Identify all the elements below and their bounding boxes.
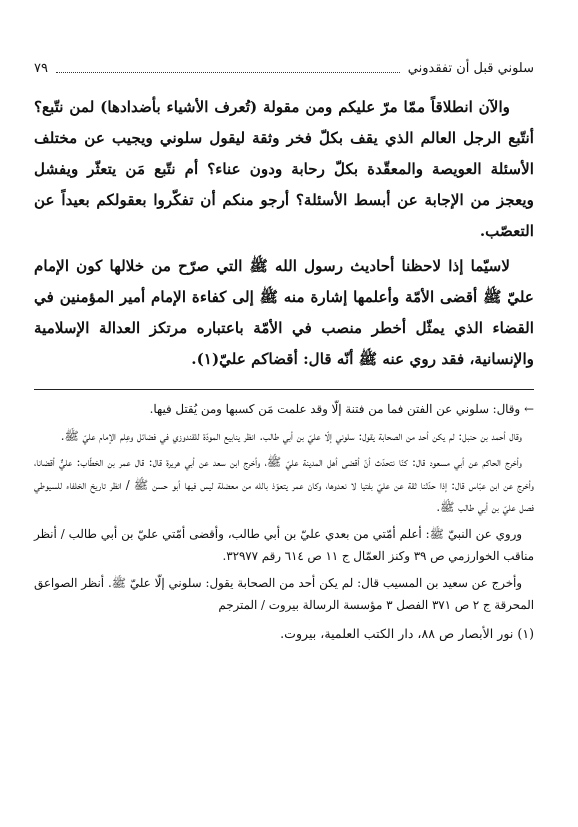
- note-item: وأخرج الحاكم عن أبي مسعود قال: كنّا نتحدّث أنّ أقضى أهل المدينة عليّ ﷺ، وأخرج ابن سعد عن أبي هريرة قال: قال عمر بن الخطّاب: عليٌّ أقضانا، وأخرج عن ابن عبّاس قال: إذا حدّثنا ثقة عن عليّ بفتيا لا نعدوها، وكان عمر يتعوّذ بالله من معضلة ليس فيها أبو حسن ﷺ / انظر تاريخ الخلفاء للسيوطي فصل عليّ بن أبي طالب ﷺ.: [34, 455, 534, 514]
- note-item: وأخرج عن سعيد بن المسيب قال: لم يكن أحد من الصحابة يقول: سلوني إلّا عليّ ﷺ. أنظر الصواعق المحرقة ج ٢ ص ٣٧١ الفصل ٣ مؤسسة الرسالة بيروت / المترجم: [34, 575, 534, 612]
- note-item: وروي عن النبيّ ﷺ: أعلم أمّتي من بعدي عليّ بن أبي طالب، وأقضى أمّتي عليّ بن أبي طالب / أنظر مناقب الخوارزمي ص ٣٩ وكنز العمّال ج ١١ ص ٦١٤ رقم ٣٢٩٧٧.: [34, 526, 534, 563]
- main-text: [34, 92, 534, 375]
- footnote-text: نور الأبصار ص ٨٨، دار الكتب العلمية، بيروت.: [280, 625, 514, 641]
- body-paragraph: والآن انطلاقاً ممّا مرّ عليكم ومن مقولة (تُعرف الأشياء بأضدادها) لمن نتّبع؟ أنتّبع الرجل العالم الذي يقف بكلّ فخر وثقة ليقول سلوني ويجيب عن مختلف الأسئلة العويصة والمعقّدة بكلّ رحابة ودون عناء؟ أم نتّبع مَن يتعثّر ويفشل ويعجز من الإجابة عن أبسط الأسئلة؟ أرجو منكم أن تفكّروا بعقولكم بعيداً عن التعصّب.: [34, 98, 534, 240]
- footnote-mark: (١): [517, 625, 534, 641]
- page-number: ٧٩: [34, 61, 48, 76]
- note-item: وقال أحمد بن حنبل: لم يكن أحد من الصحابة يقول: سلوني إلّا عليّ بن أبي طالب. انظر ينابيع المودّة للقندوزي في فضائل وعِلم الإمام عليّ ﷺ.: [60, 428, 522, 443]
- footnote-separator: [34, 389, 534, 390]
- running-title: سلوني قبل أن تفقدوني: [407, 61, 534, 76]
- body-paragraph: لاسيّما إذا لاحظنا أحاديث رسول الله ﷺ التي صرّح من خلالها كون الإمام عليّ ﷺ أقضى الأمّة وأعلمها إشارة منه ﷺ إلى كفاءة الإمام أمير المؤمنين في القضاء الذي يمثّل أخطر منصب في الأمّة باعتباره مرتكز العدالة الإسلامية والإنسانية، فقد روي عنه ﷺ أنّه قال: أقضاكم عليّ(١).: [34, 257, 534, 368]
- translator-notes: [34, 398, 534, 617]
- book-page: [34, 52, 534, 812]
- footnote: [34, 623, 534, 645]
- continued-arrow-icon: ←: [524, 402, 534, 416]
- header-dotted-leader: [56, 72, 400, 73]
- note-text: وقال: سلوني عن الفتن فما من فتنة إلّا وقد علمت مَن كسبها ومن يُقتل فيها.: [149, 402, 521, 416]
- note-item: [34, 398, 534, 421]
- page-header: [34, 52, 534, 78]
